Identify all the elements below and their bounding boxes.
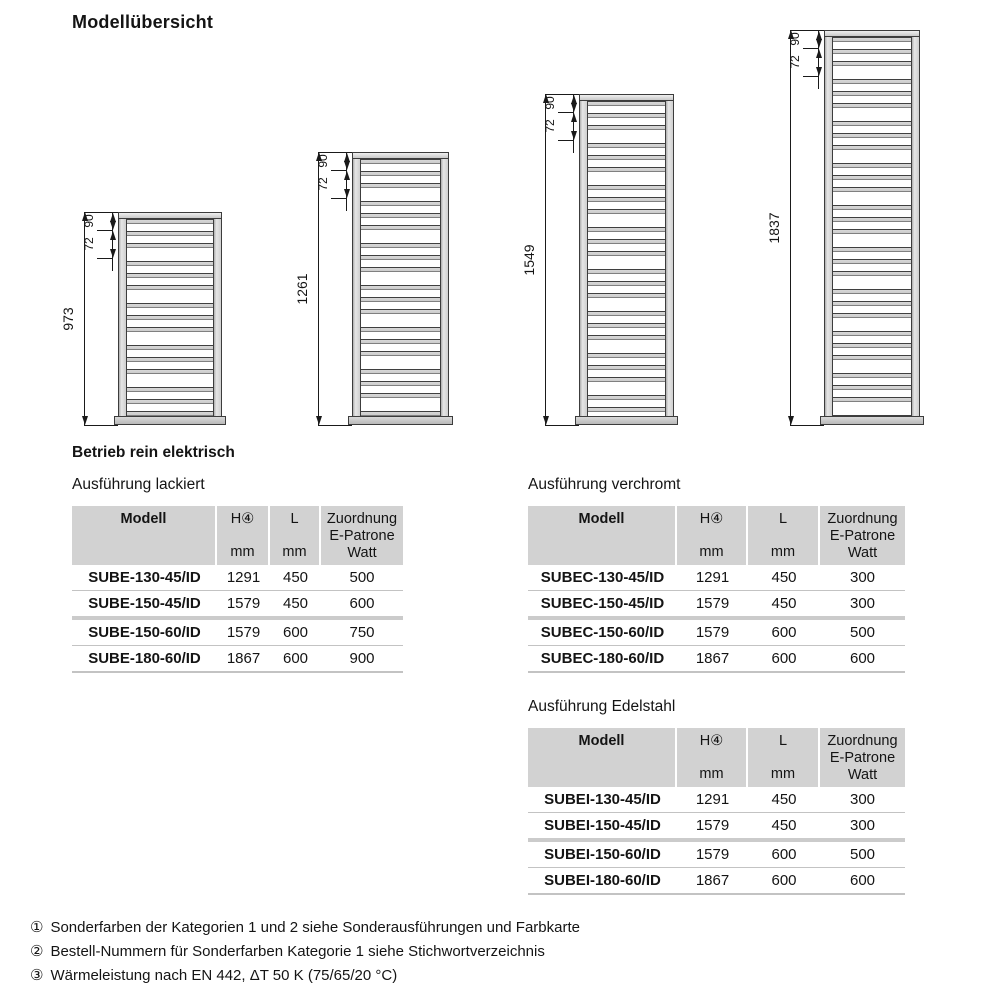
dim-line-height bbox=[318, 152, 319, 425]
dim-line-height bbox=[545, 94, 546, 425]
column-header-labels bbox=[290, 511, 298, 528]
height-dim-label: 1837 bbox=[766, 211, 782, 244]
radiator-top-cap bbox=[579, 94, 674, 101]
column-header bbox=[677, 506, 746, 565]
dim-arrow-72-top bbox=[571, 113, 577, 122]
table-bottom-rule bbox=[528, 893, 905, 895]
table-cell: 500 bbox=[849, 846, 876, 863]
table-bottom-rule bbox=[72, 671, 403, 673]
table-cell: SUBE-180-60/ID bbox=[88, 650, 201, 667]
table-cell: 1291 bbox=[695, 569, 730, 586]
table-cell: 600 bbox=[282, 650, 309, 667]
footnote-marker: ③ bbox=[30, 967, 44, 984]
table-row bbox=[72, 620, 403, 645]
table-cell: 450 bbox=[771, 569, 797, 586]
column-header bbox=[528, 506, 675, 565]
radiator-frame bbox=[118, 212, 222, 425]
radiator-bottom-cap bbox=[348, 416, 453, 425]
column-header bbox=[321, 506, 403, 565]
radiator-frame bbox=[579, 94, 674, 425]
column-label: Zuordnung bbox=[326, 511, 398, 527]
table-cell: SUBE-150-45/ID bbox=[88, 595, 201, 612]
table-cell: 600 bbox=[771, 872, 797, 889]
dim-arrow-72-bottom bbox=[110, 249, 116, 258]
column-header bbox=[72, 506, 215, 565]
column-header-labels bbox=[779, 733, 787, 750]
table-cell: SUBE-130-45/ID bbox=[88, 569, 201, 586]
table-cell: 750 bbox=[349, 624, 375, 641]
table-row bbox=[72, 646, 403, 671]
dim-extension-bottom bbox=[545, 425, 579, 426]
dim-arrow-90-bottom bbox=[571, 103, 577, 112]
table-cell: 1579 bbox=[226, 624, 261, 641]
table-row bbox=[528, 868, 905, 893]
table-row bbox=[528, 591, 905, 616]
radiator-tubes bbox=[361, 159, 440, 416]
table-cell: 1579 bbox=[695, 846, 730, 863]
column-unit: Watt bbox=[847, 767, 878, 783]
table-cell: 600 bbox=[849, 650, 876, 667]
column-label: Modell bbox=[578, 511, 625, 527]
table-cell: SUBEC-130-45/ID bbox=[540, 569, 665, 586]
table-row bbox=[528, 787, 905, 812]
table-cell: 450 bbox=[771, 791, 797, 808]
column-label-2: E-Patrone bbox=[329, 528, 395, 544]
table-row bbox=[528, 565, 905, 590]
table-cell: 1579 bbox=[226, 595, 261, 612]
column-unit: mm bbox=[770, 766, 796, 782]
table-header-row bbox=[528, 506, 905, 565]
table-cell: 1867 bbox=[226, 650, 261, 667]
radiator-bottom-cap bbox=[575, 416, 678, 425]
column-unit: mm bbox=[230, 544, 255, 560]
table-cell: SUBE-150-60/ID bbox=[88, 624, 201, 641]
footnote-marker: ① bbox=[30, 919, 44, 936]
column-header-labels bbox=[827, 733, 897, 767]
dim-arrow-72-bottom bbox=[344, 189, 350, 198]
column-header-labels bbox=[121, 511, 167, 528]
table-row bbox=[72, 591, 403, 616]
table-cell: 600 bbox=[282, 624, 309, 641]
footnote-text: Sonderfarben der Kategorien 1 und 2 siehe Sonderausführungen und Farbkarte bbox=[50, 919, 580, 936]
table-title: Ausführung verchromt bbox=[528, 476, 681, 493]
column-label-2: E-Patrone bbox=[829, 528, 896, 544]
radiator-right-rail bbox=[665, 94, 674, 425]
table-header-row bbox=[72, 506, 403, 565]
column-unit: mm bbox=[770, 544, 796, 560]
table-cell: 500 bbox=[349, 569, 375, 586]
table-cell: SUBEC-150-60/ID bbox=[540, 624, 665, 641]
radiator-frame bbox=[824, 30, 920, 425]
column-header-labels bbox=[327, 511, 397, 545]
column-header-labels bbox=[579, 511, 625, 528]
table-cell: 600 bbox=[771, 846, 797, 863]
dim-label-90: 90 bbox=[788, 32, 802, 46]
table-row bbox=[528, 646, 905, 671]
table-row bbox=[528, 842, 905, 867]
column-header bbox=[677, 728, 746, 787]
column-header-labels bbox=[700, 511, 723, 528]
column-header-labels bbox=[700, 733, 723, 750]
radiator-tubes bbox=[588, 101, 665, 416]
table-cell: 1867 bbox=[695, 872, 730, 889]
dim-extension-bottom bbox=[84, 425, 118, 426]
radiator-top-cap bbox=[118, 212, 222, 219]
column-unit: mm bbox=[699, 544, 724, 560]
dim-tick-2 bbox=[331, 198, 347, 199]
dim-arrow-down bbox=[316, 416, 322, 425]
column-label: L bbox=[778, 511, 788, 527]
footnote-marker: ② bbox=[30, 943, 44, 960]
column-label: Zuordnung bbox=[827, 733, 898, 749]
column-header-labels bbox=[827, 511, 897, 545]
page-title: Modellübersicht bbox=[72, 12, 214, 32]
column-header-labels bbox=[579, 733, 625, 750]
dim-tick-2 bbox=[97, 258, 113, 259]
table-cell: SUBEI-130-45/ID bbox=[544, 791, 661, 808]
column-label: H④ bbox=[230, 511, 255, 527]
dim-label-72: 72 bbox=[788, 55, 802, 69]
spec-table bbox=[72, 506, 403, 673]
column-header bbox=[820, 728, 905, 787]
radiator-left-rail bbox=[352, 152, 361, 425]
dim-arrow-72-top bbox=[816, 49, 822, 58]
column-label-2: E-Patrone bbox=[829, 750, 896, 766]
radiator-left-rail bbox=[118, 212, 127, 425]
dim-extension-bottom bbox=[318, 425, 352, 426]
table-cell: 1579 bbox=[695, 595, 730, 612]
dim-arrow-90-bottom bbox=[344, 161, 350, 170]
radiator-tubes bbox=[127, 219, 213, 416]
table-title: Ausführung lackiert bbox=[72, 476, 205, 493]
dim-arrow-72-top bbox=[344, 171, 350, 180]
footnote-text: Bestell-Nummern für Sonderfarben Kategorie 1 siehe Stichwortverzeichnis bbox=[50, 943, 545, 960]
table-cell: SUBEI-180-60/ID bbox=[544, 872, 661, 889]
dim-label-90: 90 bbox=[82, 214, 96, 228]
column-label: L bbox=[290, 511, 299, 527]
dim-label-72: 72 bbox=[316, 177, 330, 191]
dim-line-height bbox=[790, 30, 791, 425]
radiator-left-rail bbox=[824, 30, 833, 425]
table-header-row bbox=[528, 728, 905, 787]
dim-arrow-72-bottom bbox=[571, 131, 577, 140]
table-cell: 450 bbox=[771, 817, 797, 834]
radiator-right-rail bbox=[440, 152, 449, 425]
table-cell: 300 bbox=[849, 791, 876, 808]
column-label: H④ bbox=[699, 733, 724, 749]
table-cell: SUBEI-150-45/ID bbox=[544, 817, 661, 834]
radiator-tubes bbox=[833, 37, 911, 416]
table-cell: 600 bbox=[771, 624, 797, 641]
dim-arrow-90-bottom bbox=[110, 221, 116, 230]
table-cell: 600 bbox=[849, 872, 876, 889]
table-cell: 1579 bbox=[695, 817, 730, 834]
column-header-labels bbox=[231, 511, 254, 528]
column-unit: mm bbox=[282, 544, 307, 560]
footnote bbox=[30, 964, 580, 988]
dim-arrow-72-top bbox=[110, 231, 116, 240]
column-label: Modell bbox=[578, 733, 625, 749]
radiator-top-cap bbox=[352, 152, 449, 159]
column-unit: Watt bbox=[847, 545, 878, 561]
table-bottom-rule bbox=[528, 671, 905, 673]
dim-arrow-90-bottom bbox=[816, 39, 822, 48]
table-cell: 1579 bbox=[695, 624, 730, 641]
spec-table bbox=[528, 506, 905, 673]
table-cell: 450 bbox=[771, 595, 797, 612]
column-header bbox=[748, 728, 818, 787]
column-header bbox=[820, 506, 905, 565]
table-cell: 300 bbox=[849, 595, 876, 612]
column-unit: mm bbox=[699, 766, 724, 782]
table-title: Ausführung Edelstahl bbox=[528, 698, 676, 715]
footnote-text: Wärmeleistung nach EN 442, ΔT 50 K (75/65/20 °C) bbox=[50, 967, 398, 984]
table-cell: 1291 bbox=[226, 569, 261, 586]
table-cell: SUBEC-150-45/ID bbox=[540, 595, 665, 612]
column-label: L bbox=[778, 733, 788, 749]
radiator-right-rail bbox=[213, 212, 222, 425]
radiator-bottom-cap bbox=[820, 416, 924, 425]
table-row bbox=[528, 620, 905, 645]
table-cell: 600 bbox=[771, 650, 797, 667]
dim-arrow-down bbox=[82, 416, 88, 425]
table-row bbox=[528, 813, 905, 838]
dim-arrow-down bbox=[788, 416, 794, 425]
table-cell: 450 bbox=[282, 569, 309, 586]
column-header bbox=[528, 728, 675, 787]
column-header bbox=[217, 506, 268, 565]
column-label: Zuordnung bbox=[827, 511, 898, 527]
spec-table bbox=[528, 728, 905, 895]
dim-label-72: 72 bbox=[543, 119, 557, 133]
column-label: H④ bbox=[699, 511, 724, 527]
column-unit: Watt bbox=[347, 545, 377, 561]
table-cell: 450 bbox=[282, 595, 309, 612]
table-cell: SUBEC-180-60/ID bbox=[540, 650, 665, 667]
dim-label-90: 90 bbox=[316, 154, 330, 168]
column-header bbox=[270, 506, 319, 565]
dim-extension-bottom bbox=[790, 425, 824, 426]
table-cell: 300 bbox=[849, 817, 876, 834]
footnotes bbox=[30, 916, 580, 988]
height-dim-label: 1261 bbox=[294, 272, 310, 305]
radiator-bottom-cap bbox=[114, 416, 226, 425]
dim-arrow-down bbox=[543, 416, 549, 425]
table-cell: 300 bbox=[849, 569, 876, 586]
footnote bbox=[30, 916, 580, 940]
radiator-left-rail bbox=[579, 94, 588, 425]
dim-label-72: 72 bbox=[82, 237, 96, 251]
radiator-frame bbox=[352, 152, 449, 425]
dim-label-90: 90 bbox=[543, 96, 557, 110]
table-row bbox=[72, 565, 403, 590]
dim-tick-2 bbox=[558, 140, 574, 141]
footnote bbox=[30, 940, 580, 964]
table-cell: 600 bbox=[349, 595, 375, 612]
column-label: Modell bbox=[120, 511, 167, 527]
height-dim-label: 973 bbox=[60, 306, 76, 331]
table-cell: SUBEI-150-60/ID bbox=[544, 846, 661, 863]
table-cell: 500 bbox=[849, 624, 876, 641]
section-heading: Betrieb rein elektrisch bbox=[72, 444, 235, 461]
column-header bbox=[748, 506, 818, 565]
radiator-top-cap bbox=[824, 30, 920, 37]
table-cell: 1291 bbox=[695, 791, 730, 808]
table-cell: 1867 bbox=[695, 650, 730, 667]
table-cell: 900 bbox=[349, 650, 375, 667]
height-dim-label: 1549 bbox=[521, 243, 537, 276]
dim-tick-2 bbox=[803, 76, 819, 77]
column-header-labels bbox=[779, 511, 787, 528]
dim-arrow-72-bottom bbox=[816, 67, 822, 76]
radiator-right-rail bbox=[911, 30, 920, 425]
model-diagrams bbox=[0, 0, 1000, 440]
